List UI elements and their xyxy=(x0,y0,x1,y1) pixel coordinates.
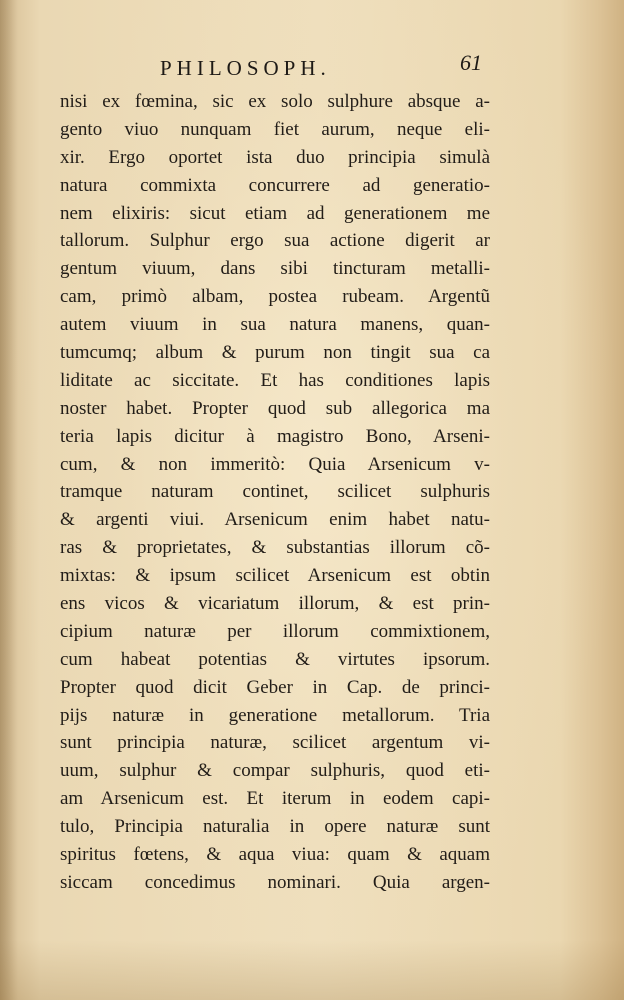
text-line: xir. Ergo oportet ista duo principia simulà xyxy=(60,146,490,168)
text-line: noster habet. Propter quod sub allegorica ma xyxy=(60,397,490,419)
text-line: spiritus fœtens, & aqua viua: quam & aquam xyxy=(60,844,490,866)
text-line: nem elixiris: sicut etiam ad generationem me xyxy=(60,202,490,224)
text-line: tallorum. Sulphur ergo sua actione digerit ar xyxy=(60,230,490,252)
text-line: cum habeat potentias & virtutes ipsorum. xyxy=(60,648,490,670)
text-line: siccam concedimus nominari. Quia argen- xyxy=(60,871,490,893)
running-head: PHILOSOPH. xyxy=(160,56,331,80)
text-line: Propter quod dicit Geber in Cap. de princi- xyxy=(60,676,490,698)
text-line: pijs naturæ in generatione metallorum. Tria xyxy=(60,704,490,726)
text-line: cum, & non immeritò: Quia Arsenicum v- xyxy=(60,453,490,475)
text-line: sunt principia naturæ, scilicet argentum vi- xyxy=(60,732,490,754)
text-line: nisi ex fœmina, sic ex solo sulphure absque a- xyxy=(60,91,490,112)
text-line: liditate ac siccitate. Et has conditiones lapis xyxy=(60,369,490,391)
text-line: ens vicos & vicariatum illorum, & est prin- xyxy=(60,593,490,615)
text-line: uum, sulphur & compar sulphuris, quod eti- xyxy=(60,760,490,782)
text-line: natura commixta concurrere ad generatio- xyxy=(60,174,490,196)
text-line: autem viuum in sua natura manens, quan- xyxy=(60,314,490,336)
text-line: teria lapis dicitur à magistro Bono, Arseni- xyxy=(60,425,490,447)
text-line: gentum viuum, dans sibi tincturam metalli- xyxy=(60,258,490,280)
page-header xyxy=(0,50,624,84)
text-line: am Arsenicum est. Et iterum in eodem capi- xyxy=(60,788,490,810)
text-line: mixtas: & ipsum scilicet Arsenicum est obtin xyxy=(60,565,490,587)
body-text xyxy=(60,88,490,897)
text-line: & argenti viui. Arsenicum enim habet natu- xyxy=(60,509,490,531)
text-line: gento viuo nunquam fiet aurum, neque eli- xyxy=(60,118,490,140)
text-line: tulo, Principia naturalia in opere naturæ sunt xyxy=(60,816,490,838)
text-line: tramque naturam continet, scilicet sulphuris xyxy=(60,481,490,503)
text-line: cam, primò albam, postea rubeam. Argentũ xyxy=(60,286,490,308)
text-line: cipium naturæ per illorum commixtionem, xyxy=(60,620,490,642)
text-line: ras & proprietates, & substantias illorum cõ- xyxy=(60,537,490,559)
page-number: 61 xyxy=(460,50,482,75)
text-line: tumcumq; album & purum non tingit sua ca xyxy=(60,342,490,364)
